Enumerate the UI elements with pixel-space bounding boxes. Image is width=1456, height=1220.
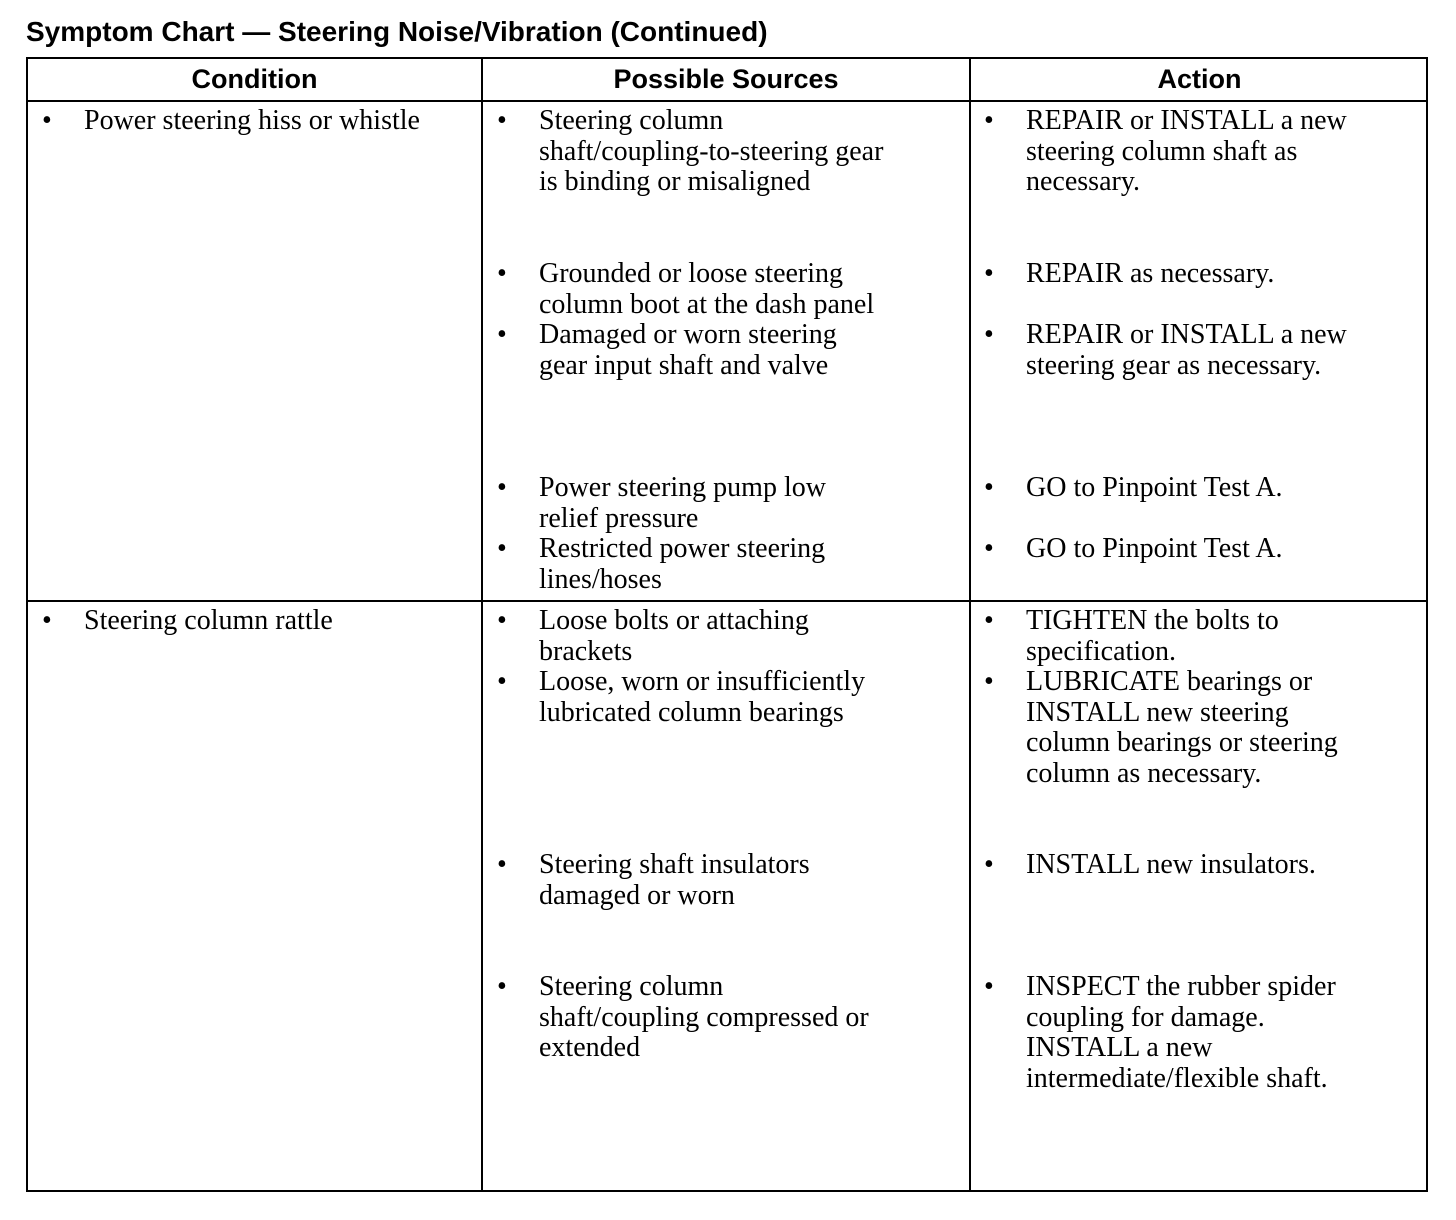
row-divider <box>28 600 1426 602</box>
bullet: • <box>984 849 994 880</box>
condition-line: Steering column rattle <box>84 605 333 636</box>
action-line: LUBRICATE bearings or <box>1026 666 1313 697</box>
bullet: • <box>497 472 507 503</box>
source-line: Restricted power steering <box>539 533 826 564</box>
bullet: • <box>497 971 507 1002</box>
bullet: • <box>497 605 507 636</box>
symptom-table <box>26 57 1428 1192</box>
source-line: column boot at the dash panel <box>539 288 875 320</box>
bullet: • <box>984 472 994 503</box>
action-line: necessary. <box>1026 166 1141 197</box>
action-line: column bearings or steering <box>1026 727 1338 758</box>
bullet: • <box>984 533 994 564</box>
chart-title: Symptom Chart — Steering Noise/Vibration (Continued) <box>26 16 768 47</box>
source-line: Power steering pump low <box>539 472 826 503</box>
source-line: extended <box>539 1032 641 1063</box>
header-divider <box>28 100 1426 102</box>
bullet: • <box>984 105 994 136</box>
source-line: Steering column <box>539 105 724 136</box>
source-line: relief pressure <box>539 502 699 534</box>
source-line: Loose, worn or insufficiently <box>539 666 866 697</box>
source-line: shaft/coupling-to-steering gear <box>539 135 884 167</box>
condition-line: Power steering hiss or whistle <box>84 105 420 136</box>
action-line: TIGHTEN the bolts to <box>1026 605 1279 636</box>
bullet: • <box>497 319 507 350</box>
source-line: Loose bolts or attaching <box>539 605 809 636</box>
bullet: • <box>42 605 52 636</box>
source-line: Steering column <box>539 971 724 1002</box>
header-action: Action <box>1157 64 1242 94</box>
source-line: Grounded or loose steering <box>539 258 844 289</box>
bullet: • <box>984 971 994 1002</box>
column-divider <box>481 59 483 1190</box>
bullet: • <box>497 666 507 697</box>
action-line: steering gear as necessary. <box>1026 349 1322 381</box>
bullet: • <box>984 666 994 697</box>
bullet: • <box>42 105 52 136</box>
bullet: • <box>984 319 994 350</box>
action-line: GO to Pinpoint Test A. <box>1026 472 1283 503</box>
bullet: • <box>984 258 994 289</box>
source-line: is binding or misaligned <box>539 166 811 197</box>
action-line: coupling for damage. <box>1026 1001 1265 1033</box>
action-line: specification. <box>1026 635 1177 667</box>
source-line: damaged or worn <box>539 879 735 911</box>
action-line: REPAIR or INSTALL a new <box>1026 319 1347 350</box>
source-line: brackets <box>539 635 633 667</box>
source-line: gear input shaft and valve <box>539 349 829 381</box>
bullet: • <box>497 105 507 136</box>
action-line: column as necessary. <box>1026 757 1262 789</box>
action-line: REPAIR as necessary. <box>1026 258 1275 289</box>
action-line: intermediate/flexible shaft. <box>1026 1062 1328 1094</box>
action-line: INSTALL new steering <box>1026 696 1289 728</box>
action-line: INSTALL new insulators. <box>1026 849 1316 880</box>
action-line: INSPECT the rubber spider <box>1026 971 1336 1002</box>
source-line: shaft/coupling compressed or <box>539 1001 869 1033</box>
action-line: REPAIR or INSTALL a new <box>1026 105 1347 136</box>
bullet: • <box>497 533 507 564</box>
bullet: • <box>497 258 507 289</box>
source-line: lubricated column bearings <box>539 696 844 728</box>
action-line: INSTALL a new <box>1026 1032 1213 1063</box>
header-condition: Condition <box>191 64 318 94</box>
header-possible-sources: Possible Sources <box>613 64 839 94</box>
action-line: GO to Pinpoint Test A. <box>1026 533 1283 564</box>
source-line: Steering shaft insulators <box>539 849 810 880</box>
bullet: • <box>497 849 507 880</box>
action-line: steering column shaft as <box>1026 135 1298 167</box>
source-line: Damaged or worn steering <box>539 319 837 350</box>
source-line: lines/hoses <box>539 563 662 595</box>
bullet: • <box>984 605 994 636</box>
column-divider <box>969 59 971 1190</box>
